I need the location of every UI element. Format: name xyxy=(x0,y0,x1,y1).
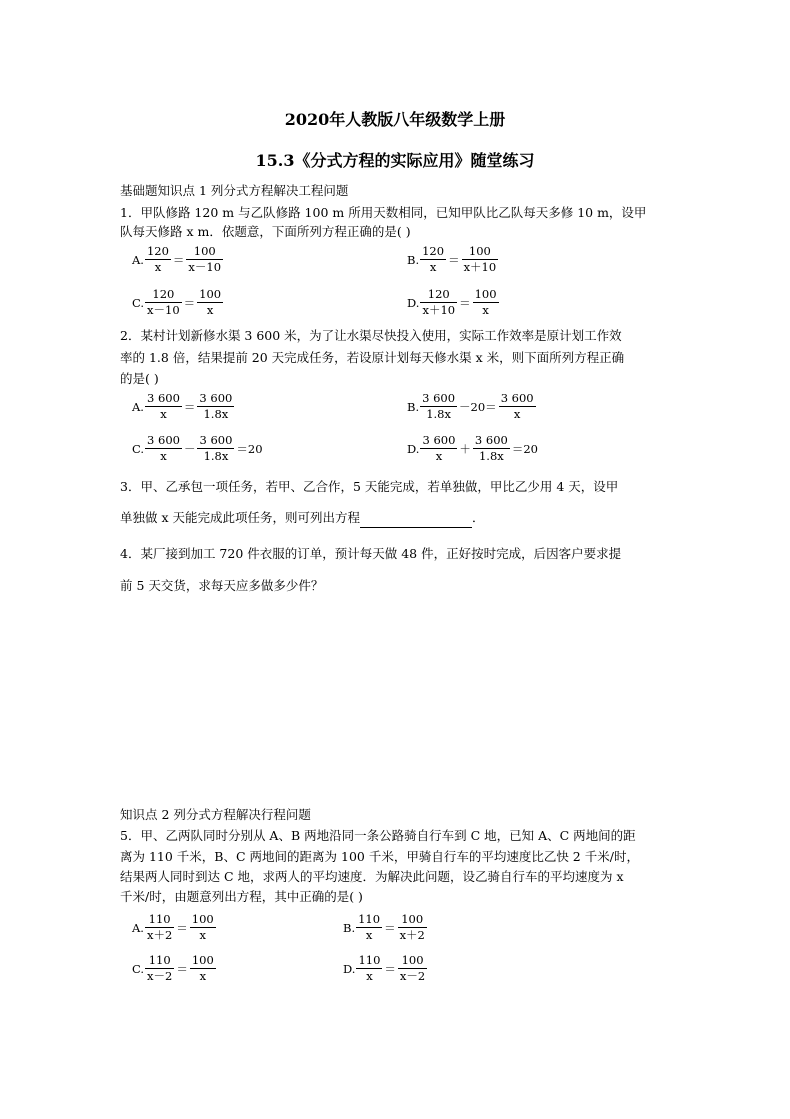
question-3-line-1: 3．甲、乙承包一项任务，若甲、乙合作，5 天能完成，若单独做，甲比乙少用 4 天，设甲 xyxy=(120,479,619,494)
fraction-left xyxy=(420,244,446,275)
denominator: x xyxy=(190,927,216,943)
denominator: x＋2 xyxy=(399,928,425,942)
numerator: 120 xyxy=(152,287,175,301)
question-2-option-a xyxy=(132,391,235,422)
numerator: 3 600 xyxy=(147,433,180,447)
option-label: C. xyxy=(132,295,145,310)
option-label: A. xyxy=(132,399,144,414)
denominator: x－10 xyxy=(147,303,180,317)
numerator: 100 xyxy=(191,953,214,967)
operator: －20＝ xyxy=(459,399,497,414)
question-5-line-2: 离为 110 千米，B、C 两地间的距离为 100 千米，甲骑自行车的平均速度比乙快 2 千米/时， xyxy=(120,849,639,864)
question-5-line-1: 5．甲、乙两队同时分别从 A、B 两地沿同一条公路骑自行车到 C 地，已知 A、C 两地间的距 xyxy=(120,828,636,843)
operator: － xyxy=(183,441,196,456)
section-heading-2: 知识点 2 列分式方程解决行程问题 xyxy=(120,807,311,822)
equals-sign: ＝ xyxy=(183,295,196,310)
fraction-right xyxy=(398,912,427,943)
question-1-line-1: 1．甲队修路 120 m 与乙队修路 100 m 所用天数相同，已知甲队比乙队每天多修 10 m，设甲 xyxy=(120,205,647,220)
denominator: x xyxy=(145,448,182,464)
denominator: x xyxy=(473,302,499,318)
denominator: 1.8x xyxy=(197,448,234,464)
numerator: 100 xyxy=(193,244,216,258)
numerator: 3 600 xyxy=(422,433,456,447)
numerator: 110 xyxy=(358,912,381,926)
fraction-left xyxy=(145,912,174,943)
fraction-left xyxy=(420,433,457,464)
numerator: 110 xyxy=(148,953,171,967)
denominator: x xyxy=(145,259,171,275)
fraction-right xyxy=(186,244,223,275)
question-2-option-b xyxy=(407,391,537,422)
denominator: x xyxy=(499,406,536,422)
denominator: x xyxy=(420,448,457,464)
numerator: 3 600 xyxy=(199,391,233,405)
question-3-line-2 xyxy=(120,508,485,528)
operator: ＋ xyxy=(459,441,471,456)
question-1-option-b xyxy=(407,244,499,275)
fraction-left xyxy=(420,391,457,422)
question-5-line-4: 千米/时，由题意列出方程，其中正确的是( ) xyxy=(120,889,363,904)
equals-sign: ＝ xyxy=(448,252,460,267)
denominator: x xyxy=(145,406,182,422)
question-5-option-d xyxy=(343,953,428,984)
denominator: 1.8x xyxy=(420,406,457,422)
denominator: x－10 xyxy=(188,260,222,274)
question-1-option-a xyxy=(132,244,224,275)
fraction-left xyxy=(145,433,182,464)
denominator: x xyxy=(356,927,382,943)
question-3-period: ． xyxy=(472,510,485,525)
equals-sign: ＝ xyxy=(384,920,396,935)
numerator: 120 xyxy=(422,244,445,258)
denominator: x xyxy=(356,968,382,984)
fraction-right xyxy=(190,912,216,943)
numerator: 100 xyxy=(401,912,424,926)
numerator: 100 xyxy=(199,287,222,301)
equals-sign: ＝ xyxy=(176,920,188,935)
denominator: x－2 xyxy=(147,969,173,983)
option-label: D. xyxy=(407,441,420,456)
denominator: x＋2 xyxy=(146,928,173,942)
numerator: 100 xyxy=(191,912,214,926)
fraction-left xyxy=(356,953,382,984)
question-1-option-c xyxy=(132,287,224,318)
question-2-line-3: 的是( ) xyxy=(120,371,159,386)
numerator: 3 600 xyxy=(474,433,508,447)
fraction-right xyxy=(197,433,234,464)
option-label: B. xyxy=(407,252,420,267)
question-5-option-a xyxy=(132,912,217,943)
numerator: 3 600 xyxy=(422,391,456,405)
question-2-option-d xyxy=(407,433,539,464)
equals-sign: ＝ xyxy=(384,961,396,976)
fraction-left xyxy=(145,287,182,318)
numerator: 120 xyxy=(427,287,450,301)
question-5-option-c xyxy=(132,953,217,984)
option-label: B. xyxy=(343,920,356,935)
question-5-option-b xyxy=(343,912,428,943)
numerator: 3 600 xyxy=(500,391,534,405)
numerator: 100 xyxy=(401,953,424,967)
fraction-right xyxy=(499,391,536,422)
denominator: x＋10 xyxy=(463,260,497,274)
question-1-option-d xyxy=(407,287,500,318)
option-label: A. xyxy=(132,252,144,267)
denominator: x xyxy=(197,302,223,318)
fraction-left xyxy=(145,391,182,422)
fraction-right xyxy=(197,287,223,318)
numerator: 3 600 xyxy=(146,391,180,405)
fraction-left xyxy=(145,244,171,275)
equals-sign: ＝ xyxy=(183,399,196,414)
option-label: C. xyxy=(132,441,145,456)
equation-tail: ＝20 xyxy=(511,441,538,456)
question-3-prompt: 单独做 x 天能完成此项任务，则可列出方程 xyxy=(120,510,360,525)
question-2-line-2: 率的 1.8 倍，结果提前 20 天完成任务，若设原计划每天修水渠 x 米，则下面所列方程正确 xyxy=(120,350,625,365)
equals-sign: ＝ xyxy=(459,295,471,310)
equals-sign: ＝ xyxy=(172,252,185,267)
option-label: C. xyxy=(132,961,145,976)
denominator: 1.8x xyxy=(197,406,234,422)
fraction-right xyxy=(398,953,427,984)
document-title: 2020年人教版八年级数学上册 xyxy=(284,110,506,129)
question-4-line-1: 4．某厂接到加工 720 件衣服的订单，预计每天做 48 件，正好按时完成，后因客户要求提 xyxy=(120,546,622,561)
equation-tail: ＝20 xyxy=(236,441,263,456)
question-2-line-1: 2．某村计划新修水渠 3 600 米，为了让水渠尽快投入使用，实际工作效率是原计划工作效 xyxy=(120,328,622,343)
option-label: D. xyxy=(343,961,356,976)
fraction-right xyxy=(197,391,234,422)
option-label: B. xyxy=(407,399,420,414)
fraction-right xyxy=(462,244,499,275)
fraction-left xyxy=(420,287,457,318)
fraction-right xyxy=(473,433,510,464)
document-subtitle: 15.3《分式方程的实际应用》随堂练习 xyxy=(255,151,535,170)
fraction-left xyxy=(356,912,382,943)
fraction-left xyxy=(145,953,174,984)
numerator: 3 600 xyxy=(199,433,233,447)
option-label: D. xyxy=(407,295,420,310)
question-4-line-2: 前 5 天交货，求每天应多做多少件？ xyxy=(120,578,324,593)
question-1-line-2: 队每天修路 x m．依题意，下面所列方程正确的是( ) xyxy=(120,224,411,239)
numerator: 120 xyxy=(146,244,169,258)
numerator: 100 xyxy=(468,244,491,258)
numerator: 110 xyxy=(148,912,171,926)
numerator: 110 xyxy=(358,953,381,967)
equals-sign: ＝ xyxy=(176,961,188,976)
numerator: 100 xyxy=(474,287,497,301)
fraction-right xyxy=(190,953,216,984)
question-5-line-3: 结果两人同时到达 C 地，求两人的平均速度．为解决此问题，设乙骑自行车的平均速度为 x xyxy=(120,869,624,884)
section-heading-1: 基础题知识点 1 列分式方程解决工程问题 xyxy=(120,183,349,198)
denominator: x－2 xyxy=(399,969,426,983)
fraction-right xyxy=(473,287,499,318)
answer-blank[interactable] xyxy=(360,513,472,528)
option-label: A. xyxy=(132,920,144,935)
denominator: x xyxy=(420,259,446,275)
denominator: x＋10 xyxy=(422,303,456,317)
question-2-option-c xyxy=(132,433,264,464)
denominator: x xyxy=(190,968,216,984)
denominator: 1.8x xyxy=(473,448,510,464)
